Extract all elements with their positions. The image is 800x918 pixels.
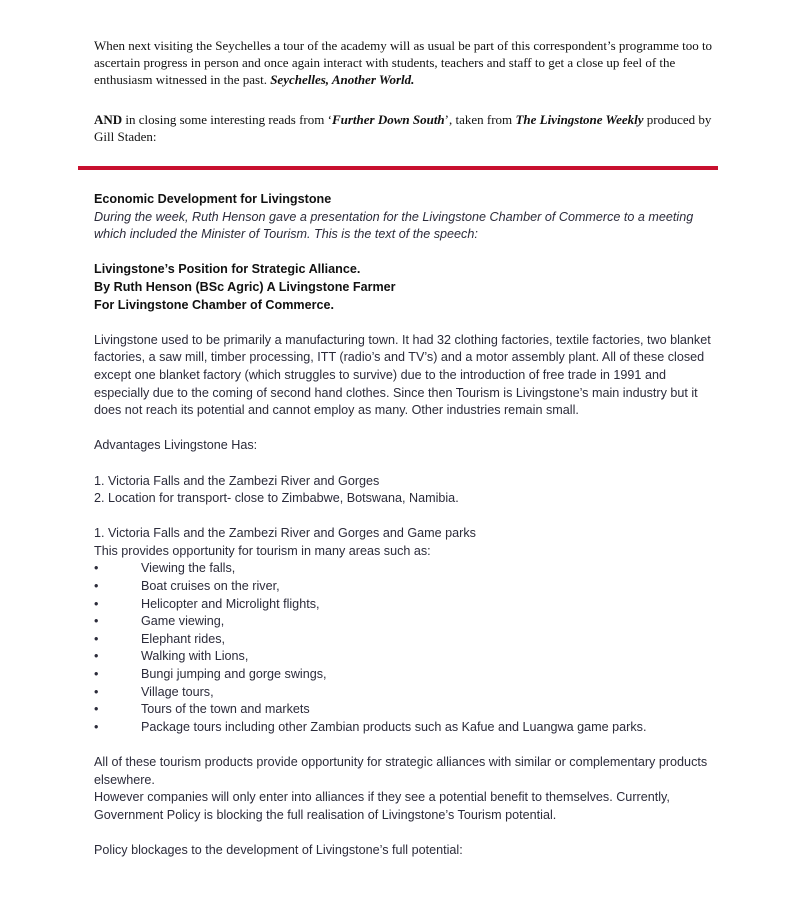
closing-title-livingstone-weekly: The Livingstone Weekly: [515, 112, 644, 127]
speech-heading-line-1: Livingstone’s Position for Strategic Alliance.: [94, 262, 361, 277]
body-paragraph-blockages: Policy blockages to the development of Livingstone’s full potential:: [94, 842, 463, 857]
bullet-item: • Walking with Lions,: [94, 648, 714, 666]
closing-text-c: produced by Gill Staden:: [94, 112, 712, 144]
closing-text-b: ’, taken from: [444, 112, 516, 127]
article-intro: During the week, Ruth Henson gave a presentation for the Livingstone Chamber of Commerce to a meeting which included the Minister of Tourism. This is the text of the speech:: [94, 209, 694, 242]
closing-text-a: in closing some interesting reads from ‘: [122, 112, 332, 127]
article-title: Economic Development for Livingstone: [94, 192, 332, 206]
bullet-item: • Helicopter and Microlight flights,: [94, 596, 714, 614]
closing-paragraph: [94, 111, 714, 145]
bullet-item: • Village tours,: [94, 684, 714, 702]
section-intro: This provides opportunity for tourism in many areas such as:: [94, 543, 431, 558]
article: [94, 191, 714, 860]
closing-title-further-down-south: Further Down South: [331, 112, 445, 127]
bullet-item: • Viewing the falls,: [94, 560, 714, 578]
intro-paragraph: [94, 37, 714, 88]
body-paragraph-history: Livingstone used to be primarily a manufacturing town. It had 32 clothing factories, textile factories, two blanket factories, a saw mill, timber processing, ITT (radio’s and TV’s) and a motor assembly plant. All of these closed except one blanket factory (which struggles to survive) due to the introduction of free trade in 1991 and especially due to the coming of second hand clothes. Since then Tourism is Livingstone’s main industry but it does not reach its potential and cannot employ as many. Other industries remain small.: [94, 332, 711, 418]
advantages-label: Advantages Livingstone Has:: [94, 438, 258, 453]
bullet-item: • Tours of the town and markets: [94, 701, 714, 719]
section-title: 1. Victoria Falls and the Zambezi River and Gorges and Game parks: [94, 526, 476, 541]
advantage-item: 2. Location for transport- close to Zimbabwe, Botswana, Namibia.: [94, 491, 459, 506]
tourism-bullet-list: [94, 560, 714, 736]
advantage-item: 1. Victoria Falls and the Zambezi River and Gorges: [94, 473, 380, 488]
body-paragraph-alliances: All of these tourism products provide opportunity for strategic alliances with similar or complementary products elsewhere.: [94, 755, 708, 787]
bullet-item: • Package tours including other Zambian products such as Kafue and Luangwa game parks.: [94, 719, 714, 737]
body-paragraph-policy: However companies will only enter into alliances if they see a potential benefit to themselves. Currently, Government Policy is blocking the full realisation of Livingstone’s Tourism potential.: [94, 790, 670, 822]
closing-and: AND: [94, 112, 123, 127]
speech-heading-line-2: By Ruth Henson (BSc Agric) A Livingstone Farmer: [94, 279, 396, 294]
bullet-item: • Elephant rides,: [94, 631, 714, 649]
red-divider: [78, 166, 718, 170]
bullet-item: • Game viewing,: [94, 613, 714, 631]
bullet-item: • Bungi jumping and gorge swings,: [94, 666, 714, 684]
intro-paragraph-text: When next visiting the Seychelles a tour of the academy will as usual be part of this correspondent’s programme too to ascertain progress in person and once again interact with students, teachers and staff to get a close up feel of the enthusiasm witnessed in the past.: [94, 38, 713, 87]
speech-heading-line-3: For Livingstone Chamber of Commerce.: [94, 297, 335, 312]
bullet-item: • Boat cruises on the river,: [94, 578, 714, 596]
intro-emphasis: Seychelles, Another World.: [270, 72, 415, 87]
